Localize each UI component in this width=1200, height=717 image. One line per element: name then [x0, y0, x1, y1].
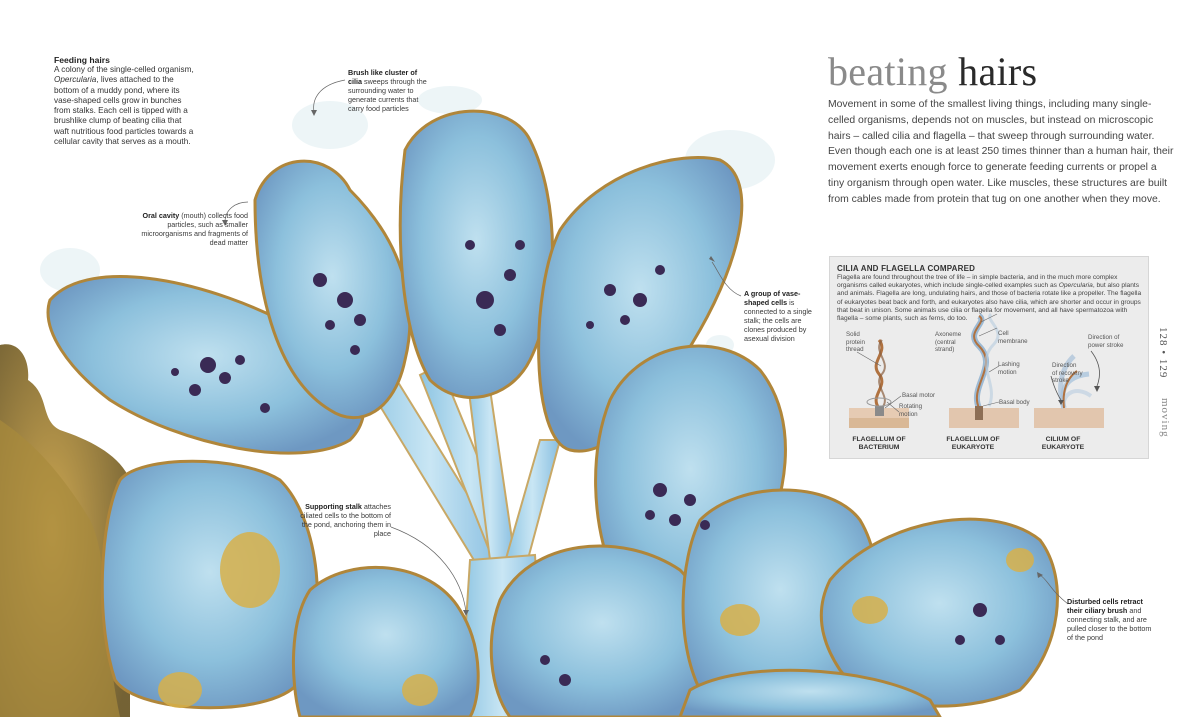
- feeding-hairs-body: [54, 65, 194, 147]
- brush-cilia-label: Brush like cluster of cilia: [348, 68, 418, 86]
- box-species: Opercularia: [1058, 282, 1093, 290]
- label-lash-1: Lashing: [998, 361, 1020, 368]
- feeding-text-1: A colony of the single-celled organism,: [54, 65, 194, 74]
- oral-cavity-label: Oral cavity: [142, 211, 180, 220]
- label-power-stroke: [1088, 334, 1123, 349]
- label-rec-3: stroke: [1052, 377, 1069, 384]
- label-cm-1: Cell: [998, 330, 1009, 337]
- supporting-stalk-text: attaches ciliated cells to the bottom of the pond, anchoring them in place: [300, 502, 391, 538]
- title-light: beating: [828, 49, 948, 94]
- vase-cells-text: is connected to a single stalk; the cells are clones produced by asexual division: [744, 298, 812, 343]
- label-lashing-motion: [998, 361, 1020, 376]
- page-numbers: 128 • 129: [1157, 327, 1169, 379]
- box-text-2: , but also plants and animals. Flagella are long, undulating hairs, and those of bacteria rotate like a propeller. The flagella of eukaryotes beat back and forth, and eukaryotes also have cilia, which are shorter and occur in groups that beat in unison. Some animals use cilia or flagella for movement, and all have spermatozoa with flagella – some plants, such as ferns, do too.: [837, 282, 1142, 323]
- page-title: [828, 50, 1037, 94]
- label-rot-1: Rotating: [899, 403, 923, 410]
- label-solid-1: Solid: [846, 331, 860, 338]
- panel-name-cilium: [1023, 436, 1103, 452]
- comparison-diagrams: [829, 256, 1149, 459]
- label-ax-2: (central: [935, 338, 956, 346]
- label-rotating-motion: [899, 403, 922, 418]
- brush-cilia-caption: [348, 68, 430, 113]
- label-pow-1: Direction of: [1088, 334, 1120, 341]
- panel-name-1a: FLAGELLUM OF: [852, 436, 906, 443]
- label-recovery-stroke: [1052, 362, 1083, 385]
- panel-name-2b: EUKARYOTE: [951, 444, 995, 452]
- panel-name-eukaryote-flagellum: [933, 436, 1013, 452]
- label-solid-3: thread: [846, 346, 864, 353]
- vase-cells-label: A group of vase-shaped cells: [744, 289, 801, 307]
- feeding-hairs-title: Feeding hairs: [54, 55, 110, 65]
- label-rec-2: of recovery: [1052, 369, 1083, 377]
- title-dark: hairs: [958, 49, 1038, 94]
- label-ax-1: Axoneme: [935, 331, 962, 338]
- oral-cavity-text: (mouth) collects food particles, such as smaller microorganisms and fragments of dead matter: [141, 211, 248, 247]
- label-ax-3: strand): [935, 346, 955, 353]
- label-cell-membrane: [998, 330, 1028, 345]
- feeding-text-2: , lives attached to the bottom of a muddy pond, where its vase-shaped cells grow in bunches from stalks. Each cell is tipped with a brushlike clump of beating cilia that waft nutritious food particles towards a cellular cavity that serves as a mouth.: [54, 75, 194, 147]
- label-rec-1: Direction: [1052, 362, 1077, 369]
- label-solid-protein-thread: [846, 331, 865, 354]
- label-basal-motor: Basal motor: [902, 392, 936, 399]
- supporting-stalk-caption: [300, 502, 391, 538]
- feeding-hairs-caption: [54, 56, 194, 147]
- label-cm-2: membrane: [998, 337, 1028, 345]
- supporting-stalk-label: Supporting stalk: [305, 502, 362, 511]
- box-title: CILIA AND FLAGELLA COMPARED: [837, 264, 976, 273]
- label-axoneme: [935, 331, 961, 354]
- box-text-1: Flagella are found throughout the tree of life – in simple bacteria, and in the much more complex organisms called eukaryotes, which include single-celled examples such as: [837, 274, 1118, 290]
- label-lash-2: motion: [998, 368, 1017, 376]
- brush-cilia-text: sweeps through the surrounding water to generate currents that carry food particles: [348, 77, 427, 113]
- panel-name-3b: EUKARYOTE: [1041, 444, 1085, 452]
- vase-cells-caption: [744, 289, 822, 343]
- panel-name-3a: CILIUM OF: [1045, 436, 1081, 443]
- label-solid-2: protein: [846, 338, 865, 346]
- panel-name-2a: FLAGELLUM OF: [946, 436, 1000, 443]
- intro-paragraph: Movement in some of the smallest living things, including many single-celled organisms, depends not on muscles, but instead on microscopic hairs – called cilia and flagella – that sweep through surrounding water. Even though each one is at least 250 times thinner than a human hair, their movement exerts enough force to generate feeding currents or propel a tiny organism through open water. Like muscles, these structures are built from cables made from protein that tug on one another when they move.: [828, 99, 1174, 205]
- panel-name-bacterium: [839, 436, 919, 452]
- label-basal-body: Basal body: [999, 399, 1030, 406]
- panel-name-1b: BACTERIUM: [858, 444, 900, 452]
- disturbed-cells-label: Disturbed cells retract their ciliary brush: [1067, 597, 1143, 615]
- oral-cavity-caption: [130, 211, 248, 247]
- label-rot-2: motion: [899, 410, 918, 418]
- disturbed-cells-text: and connecting stalk, and are pulled closer to the bottom of the pond: [1067, 606, 1152, 642]
- feeding-species: Opercularia: [54, 75, 97, 85]
- label-pow-2: power stroke: [1088, 341, 1124, 349]
- disturbed-cells-caption: [1067, 597, 1157, 642]
- section-name: moving: [1159, 398, 1171, 438]
